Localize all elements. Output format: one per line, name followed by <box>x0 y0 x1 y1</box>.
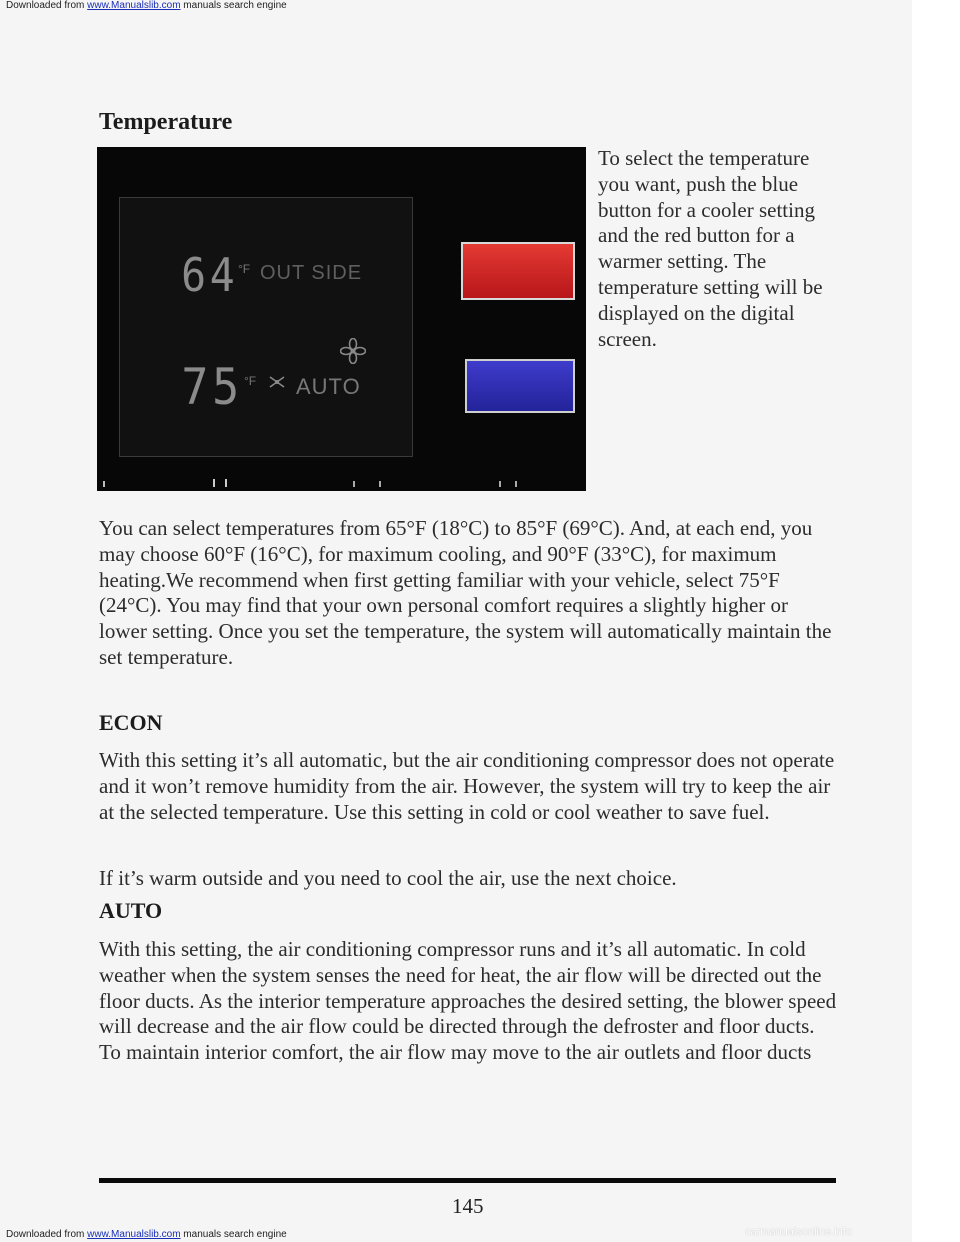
climate-control-photo <box>97 147 586 491</box>
blower-symbol-icon <box>266 374 288 390</box>
download-banner-bottom <box>6 1229 287 1240</box>
warm-outside-paragraph: If it’s warm outside and you need to cool the air, use the next choice. <box>99 866 677 890</box>
banner-prefix: Downloaded from <box>6 0 88 11</box>
page-number: 145 <box>452 1194 484 1218</box>
warmer-button[interactable] <box>461 242 575 300</box>
lower-temp-unit: °F <box>244 374 257 388</box>
carmanualsonline-watermark: carmanualsonline.info <box>745 1226 853 1238</box>
download-banner-top <box>6 0 287 11</box>
auto-heading: AUTO <box>99 898 163 923</box>
auto-paragraph: With this setting, the air conditioning compressor runs and it’s all automatic. In cold weather when the system senses the need for heat, the air flow will be directed out the floor ducts. As the interior temperature approaches the desired setting, the blower speed will decrease and the air flow could be directed through the defroster and floor ducts. To maintain interior comfort, the air flow may move to the air outlets and floor ducts <box>99 937 837 1065</box>
footer-rule <box>99 1178 836 1183</box>
control-tick-marks <box>97 475 586 491</box>
lower-temp-readout: 75 <box>181 358 243 416</box>
upper-temp-label: OUT SIDE <box>260 262 363 284</box>
banner-suffix: manuals search engine <box>180 1229 287 1240</box>
econ-heading: ECON <box>99 710 163 735</box>
temperature-range-paragraph: You can select temperatures from 65°F (18°C) to 85°F (69°C). And, at each end, you may choose 60°F (16°C), for maximum cooling, and 90°F (33°C), for maximum heating.We recommend when first getting familiar with your vehicle, select 75°F (24°C). You may find that your own personal comfort requires a slightly higher or lower setting. Once you set the temperature, the system will automatically maintain the set temperature. <box>99 516 832 669</box>
digital-display <box>119 197 413 457</box>
lower-temp-label: AUTO <box>296 374 361 399</box>
cooler-button[interactable] <box>465 359 575 413</box>
fan-icon <box>340 338 366 364</box>
page-margin <box>912 0 960 1242</box>
manualslib-link[interactable]: www.Manualslib.com <box>87 1229 181 1240</box>
banner-prefix: Downloaded from <box>6 1229 88 1240</box>
temperature-instructions: To select the temperature you want, push the blue button for a cooler setting and the red button for a warmer setting. The temperature setting will be displayed on the digital screen. <box>598 146 823 351</box>
banner-suffix: manuals search engine <box>180 0 287 11</box>
upper-temp-unit: °F <box>238 262 251 276</box>
manualslib-link[interactable]: www.Manualslib.com <box>87 0 181 11</box>
upper-temp-readout: 64 <box>181 248 239 302</box>
econ-paragraph: With this setting it’s all automatic, but the air conditioning compressor does not operate and it won’t remove humidity from the air. However, the system will try to keep the air at the selected temperature. Use this setting in cold or cool weather to save fuel. <box>99 748 835 824</box>
temperature-heading: Temperature <box>99 109 233 135</box>
